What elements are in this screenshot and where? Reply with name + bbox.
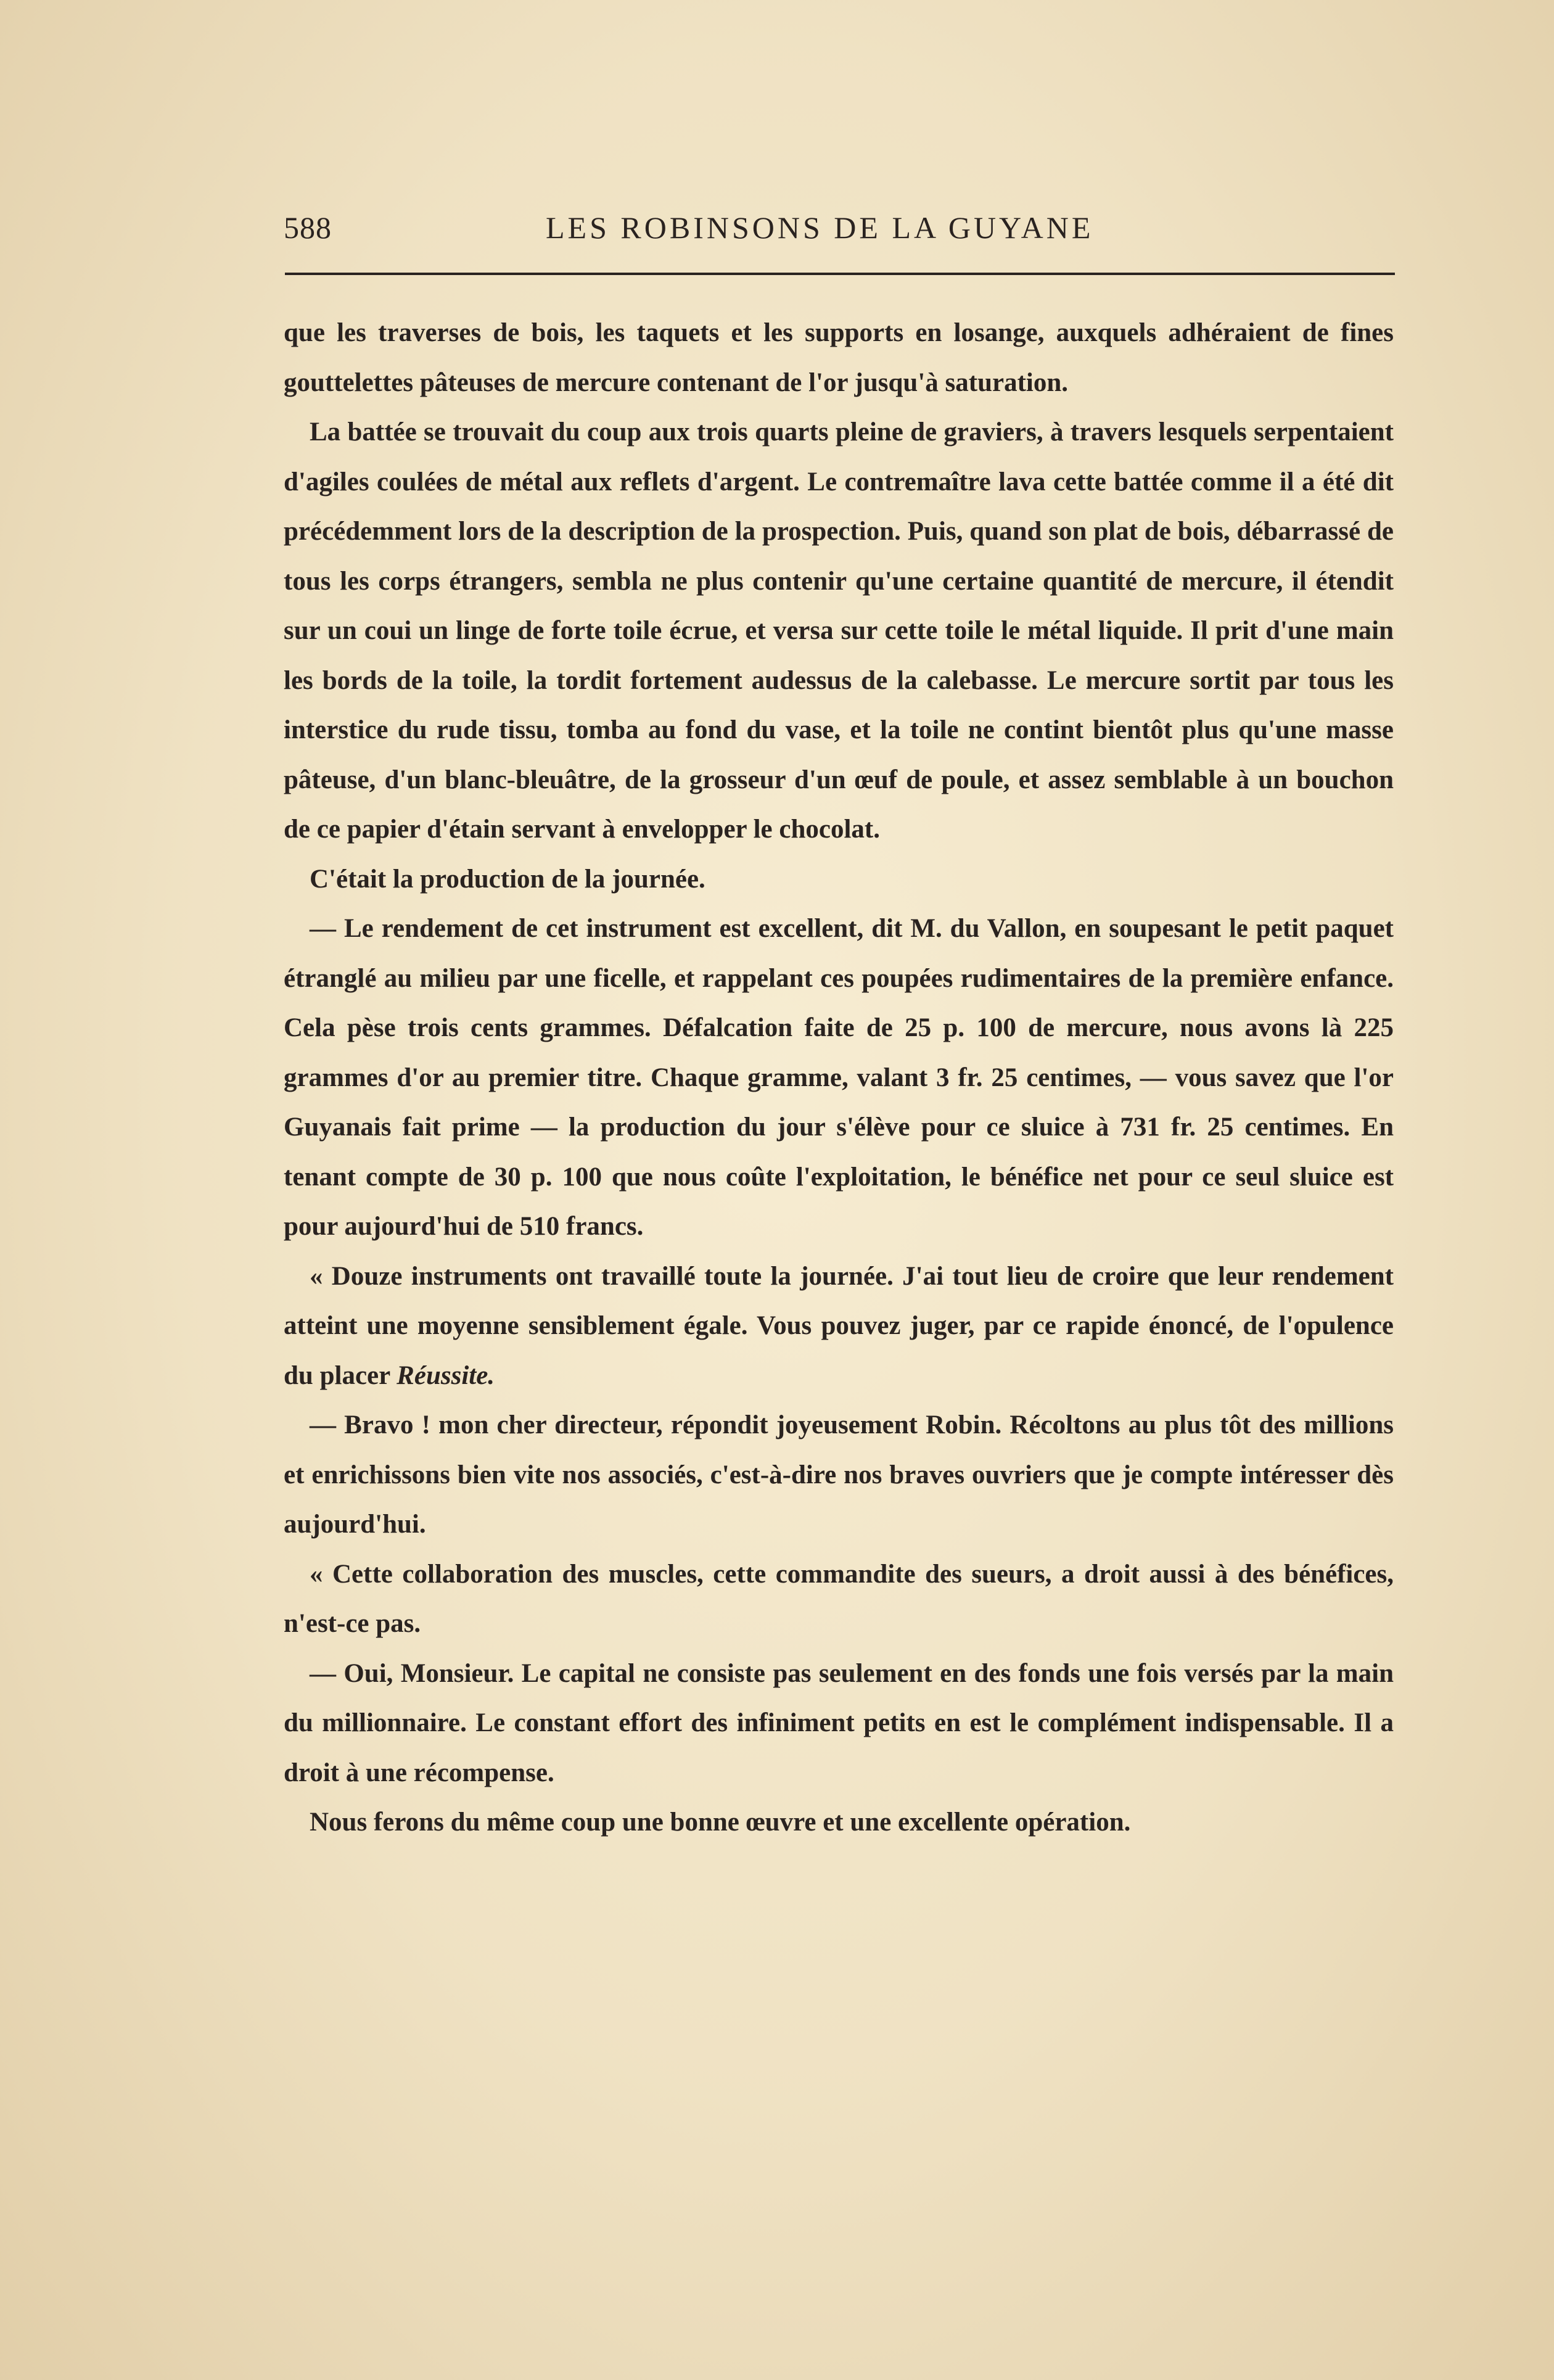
running-title: LES ROBINSONS DE LA GUYANE bbox=[546, 210, 1094, 245]
paragraph: « Cette collaboration des muscles, cette commandite des sueurs, a droit aussi à des bénéfices, n'est-ce pas. bbox=[284, 1559, 1394, 1638]
paragraph: — Bravo ! mon cher directeur, répondit joyeusement Robin. Récoltons au plus tôt des millions et enrichissons bien vite nos associés, c'est-à-dire nos braves ouvriers que je compte intéresser dès aujourd'hui. bbox=[284, 1410, 1394, 1539]
header-rule bbox=[285, 273, 1395, 275]
paragraph bbox=[284, 1252, 1394, 1401]
paragraph: que les traverses de bois, les taquets et les supports en losange, auxquels adhéraient de fines gouttelettes pâteuses de mercure contenant de l'or jusqu'à saturation. bbox=[284, 318, 1394, 397]
paragraph: C'était la production de la journée. bbox=[310, 864, 705, 894]
paragraph: Nous ferons du même coup une bonne œuvre et une excellente opération. bbox=[310, 1808, 1131, 1837]
placer-name: Réussite. bbox=[397, 1361, 495, 1390]
page-number: 588 bbox=[284, 210, 332, 245]
paragraph: — Le rendement de cet instrument est excellent, dit M. du Vallon, en soupesant le petit paquet étranglé au milieu par une ficelle, et rappelant ces poupées rudimentaires de la première enfance. Cela pèse trois cents grammes. Défalcation faite de 25 p. 100 de mercure, nous avons là 225 grammes d'or au premier titre. Chaque gramme, valant 3 fr. 25 centimes, — vous savez que l'or Guyanais fait prime — la production du jour s'élève pour ce sluice à 731 fr. 25 centimes. En tenant compte de 30 p. 100 que nous coûte l'exploitation, le bénéfice net pour ce seul sluice est pour aujourd'hui de 510 francs. bbox=[284, 914, 1394, 1241]
paragraph-text: « Douze instruments ont travaillé toute la journée. J'ai tout lieu de croire que leur rendement atteint une moyenne sensiblement égale. Vous pouvez juger, par ce rapide énoncé, de l'opulence du placer bbox=[284, 1261, 1394, 1390]
paragraph: — Oui, Monsieur. Le capital ne consiste pas seulement en des fonds une fois versés par la main du millionnaire. Le constant effort des infiniment petits en est le complément indispensable. Il a droit à une récompense. bbox=[284, 1658, 1394, 1787]
body-text bbox=[284, 308, 1394, 1848]
paragraph: La battée se trouvait du coup aux trois quarts pleine de graviers, à travers lesquels serpentaient d'agiles coulées de métal aux reflets d'argent. Le contremaître lava cette battée comme il a été dit précédemment lors de la description de la prospection. Puis, quand son plat de bois, débarrassé de tous les corps étrangers, sembla ne plus contenir qu'une certaine quantité de mercure, il étendit sur un coui un linge de forte toile écrue, et versa sur cette toile le métal liquide. Il prit d'une main les bords de la toile, la tordit fortement audessus de la calebasse. Le mercure sortit par tous les interstice du rude tissu, tomba au fond du vase, et la toile ne contint bientôt plus qu'une masse pâteuse, d'un blanc-bleuâtre, de la grosseur d'un œuf de poule, et assez semblable à un bouchon de ce papier d'étain servant à envelopper le chocolat. bbox=[284, 418, 1394, 844]
page-header bbox=[284, 210, 1394, 259]
